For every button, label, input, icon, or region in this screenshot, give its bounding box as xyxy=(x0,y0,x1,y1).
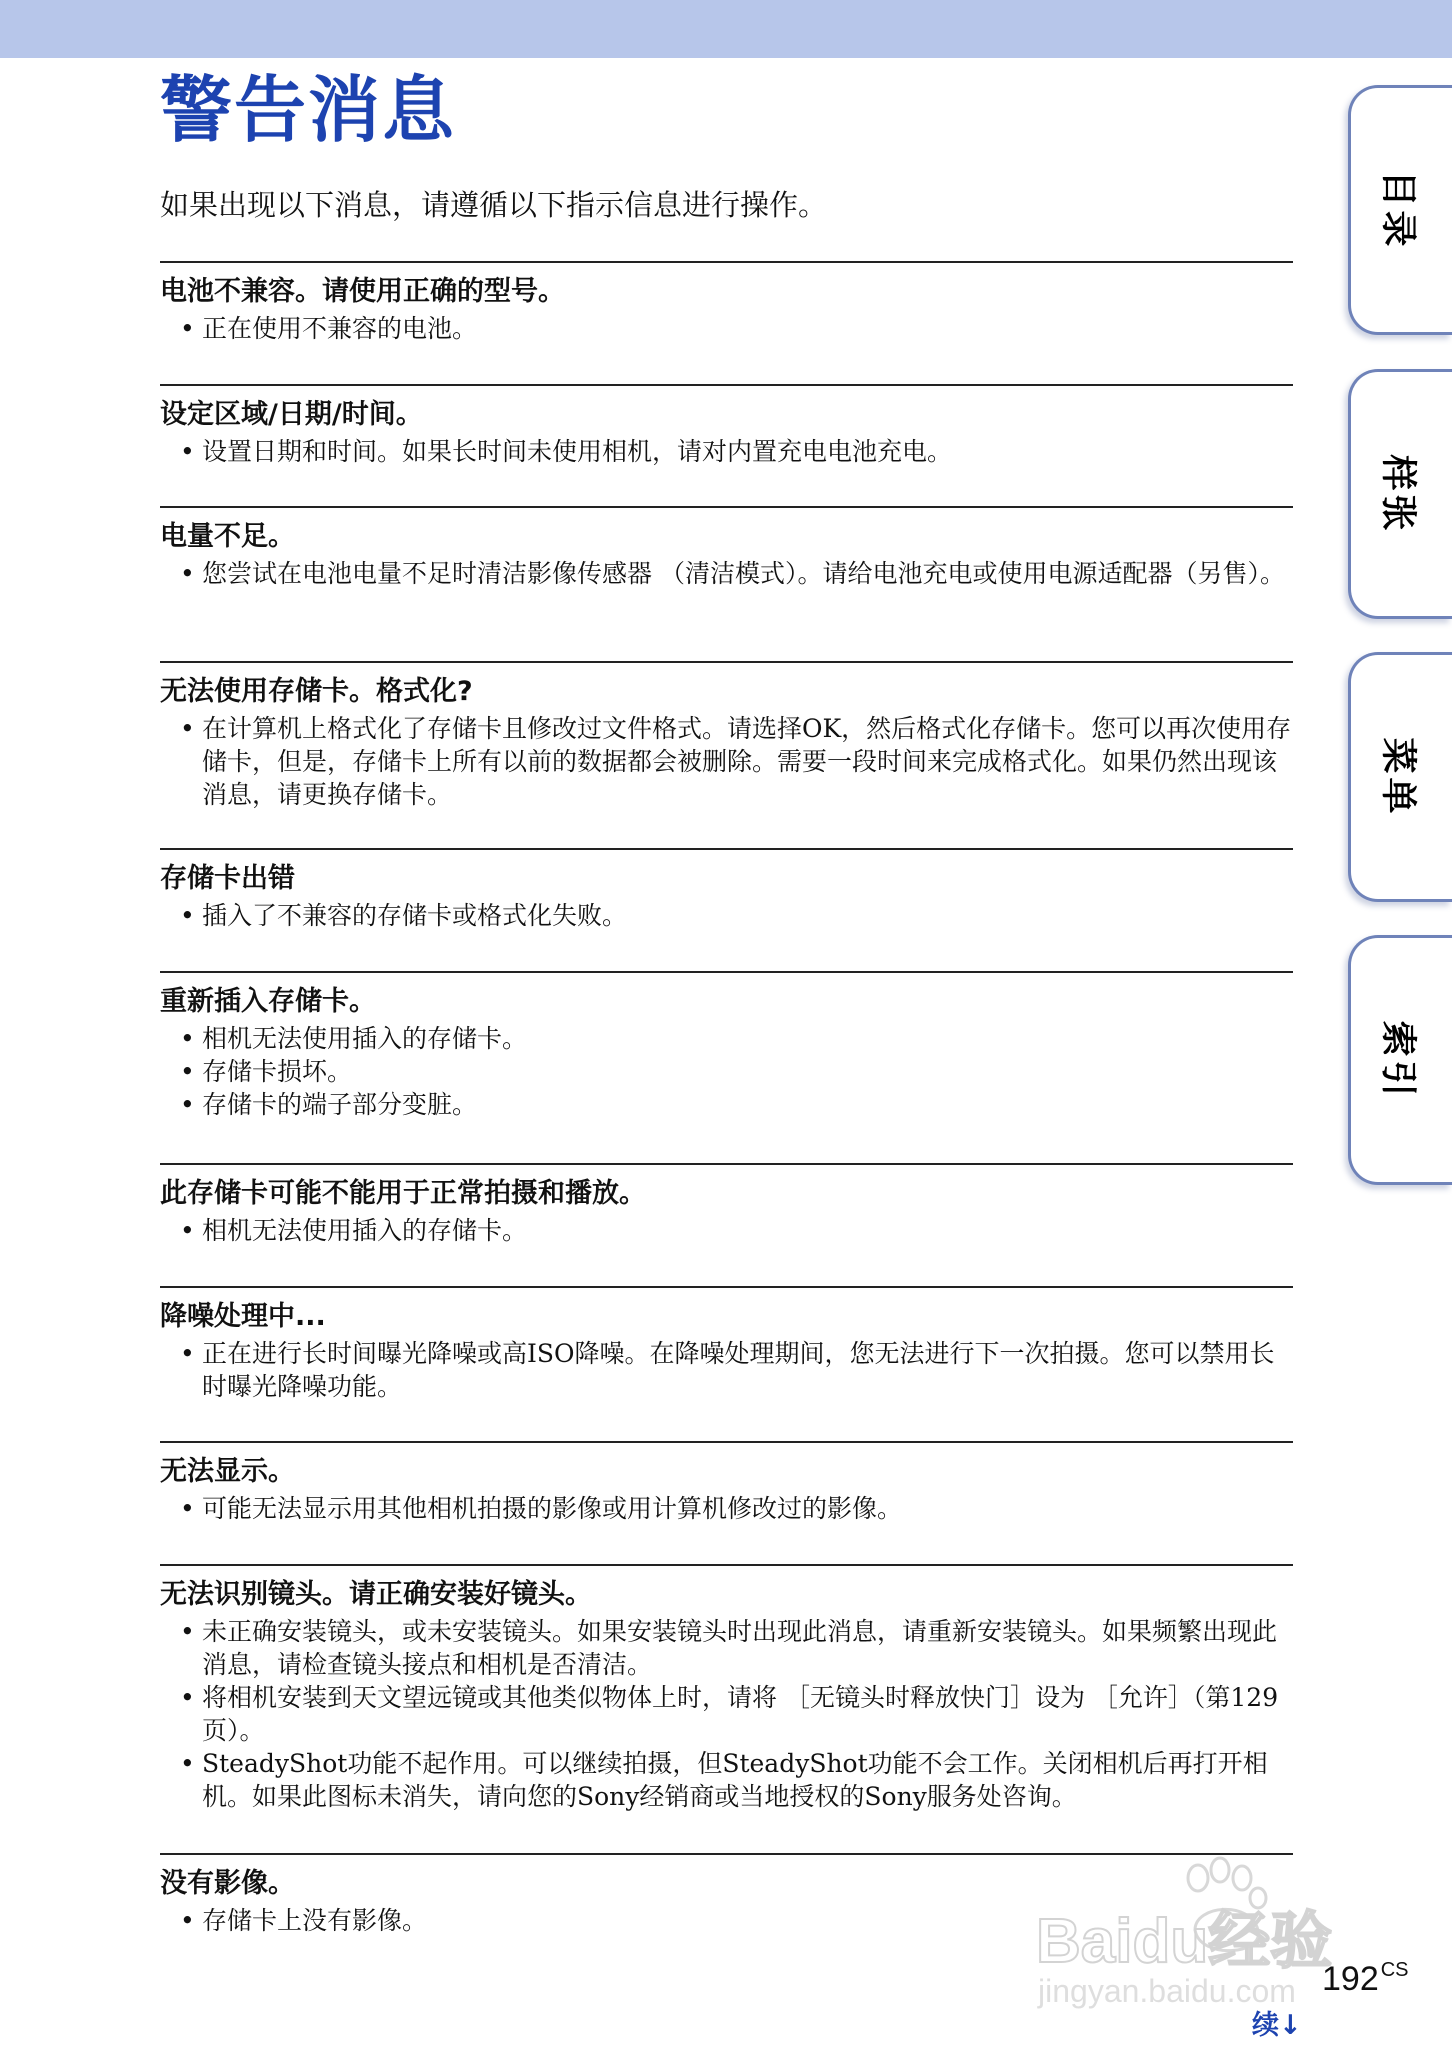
page-title: 警告消息 xyxy=(160,68,457,152)
message-title: 电池不兼容。请使用正确的型号。 xyxy=(160,276,565,307)
message-title: 无法使用存储卡。格式化? xyxy=(160,676,473,707)
message-section xyxy=(160,661,1293,848)
tab-samples-label: 样张 xyxy=(1377,453,1419,535)
message-item: • 在计算机上格式化了存储卡且修改过文件格式。请选择OK，然后格式化存储卡。您可以再次使用存储卡，但是，存储卡上所有以前的数据都会被删除。需要一段时间来完成格式化。如果仍然出现该消息，请更换存储卡。 xyxy=(202,712,1293,811)
message-items xyxy=(160,435,1293,468)
message-item: • 正在使用不兼容的电池。 xyxy=(202,312,1293,345)
message-items xyxy=(160,1492,1293,1525)
message-item: • 未正确安装镜头，或未安装镜头。如果安装镜头时出现此消息，请重新安装镜头。如果频繁出现此消息，请检查镜头接点和相机是否清洁。 xyxy=(202,1615,1293,1681)
watermark-brand: Baidu经验 xyxy=(1036,1907,1333,1976)
message-title: 设定区域/日期/时间。 xyxy=(160,399,423,430)
message-section xyxy=(160,1853,1293,1963)
message-item: • 相机无法使用插入的存储卡。 xyxy=(202,1022,1293,1055)
message-item: • 您尝试在电池电量不足时清洁影像传感器 （清洁模式）。请给电池充电或使用电源适配器（另售）。 xyxy=(202,557,1293,590)
message-title: 降噪处理中... xyxy=(160,1301,326,1332)
message-item: • 存储卡上没有影像。 xyxy=(202,1904,1293,1937)
message-section xyxy=(160,848,1293,971)
tab-samples[interactable] xyxy=(1348,369,1452,619)
top-header-band xyxy=(0,0,1452,58)
page-number xyxy=(1322,1950,1409,1999)
message-section xyxy=(160,1163,1293,1286)
message-item: • 存储卡的端子部分变脏。 xyxy=(202,1088,1293,1121)
message-item: • 可能无法显示用其他相机拍摄的影像或用计算机修改过的影像。 xyxy=(202,1492,1293,1525)
message-title: 电量不足。 xyxy=(160,521,295,552)
message-section xyxy=(160,1564,1293,1853)
page-number-suffix: CS xyxy=(1380,1959,1409,1981)
message-section xyxy=(160,506,1293,661)
message-item: • 正在进行长时间曝光降噪或高ISO降噪。在降噪处理期间，您无法进行下一次拍摄。您可以禁用长时曝光降噪功能。 xyxy=(202,1337,1293,1403)
message-title: 没有影像。 xyxy=(160,1868,295,1899)
message-title: 存储卡出错 xyxy=(160,863,295,894)
message-items xyxy=(160,1904,1293,1937)
message-items xyxy=(160,899,1293,932)
continued-link[interactable]: 续↓ xyxy=(1252,2010,1302,2041)
message-item: • 相机无法使用插入的存储卡。 xyxy=(202,1214,1293,1247)
message-items xyxy=(160,712,1293,811)
message-items xyxy=(160,1337,1293,1403)
tab-contents-label: 目录 xyxy=(1377,169,1419,251)
message-section xyxy=(160,1286,1293,1441)
tab-menu[interactable] xyxy=(1348,652,1452,902)
message-section xyxy=(160,1441,1293,1564)
message-section xyxy=(160,971,1293,1163)
tab-contents[interactable] xyxy=(1348,85,1452,335)
message-title: 无法显示。 xyxy=(160,1456,295,1487)
message-items xyxy=(160,557,1293,590)
message-item: • 将相机安装到天文望远镜或其他类似物体上时，请将 ［无镜头时释放快门］设为 ［允许］（第129页）。 xyxy=(202,1681,1293,1747)
page-number-value: 192 xyxy=(1322,1960,1379,1998)
message-item: • 设置日期和时间。如果长时间未使用相机，请对内置充电电池充电。 xyxy=(202,435,1293,468)
message-items xyxy=(160,1022,1293,1121)
message-items xyxy=(160,312,1293,345)
message-items xyxy=(160,1214,1293,1247)
message-title: 无法识别镜头。请正确安装好镜头。 xyxy=(160,1579,592,1610)
message-section xyxy=(160,261,1293,384)
warning-message-list xyxy=(160,261,1293,1963)
message-title: 此存储卡可能不能用于正常拍摄和播放。 xyxy=(160,1178,646,1209)
tab-menu-label: 菜单 xyxy=(1377,736,1419,818)
message-item: • 存储卡损坏。 xyxy=(202,1055,1293,1088)
message-title: 重新插入存储卡。 xyxy=(160,986,376,1017)
message-item: • SteadyShot功能不起作用。可以继续拍摄，但SteadyShot功能不会工作。关闭相机后再打开相机。如果此图标未消失，请向您的Sony经销商或当地授权的Sony服务处咨询。 xyxy=(202,1747,1293,1813)
message-item: • 插入了不兼容的存储卡或格式化失败。 xyxy=(202,899,1293,932)
tab-index-label: 索引 xyxy=(1377,1019,1419,1101)
tab-index[interactable] xyxy=(1348,935,1452,1185)
watermark-url: jingyan.baidu.com xyxy=(1038,1973,1296,2009)
intro-text: 如果出现以下消息，请遵循以下指示信息进行操作。 xyxy=(160,188,828,222)
message-items xyxy=(160,1615,1293,1813)
message-section xyxy=(160,384,1293,506)
